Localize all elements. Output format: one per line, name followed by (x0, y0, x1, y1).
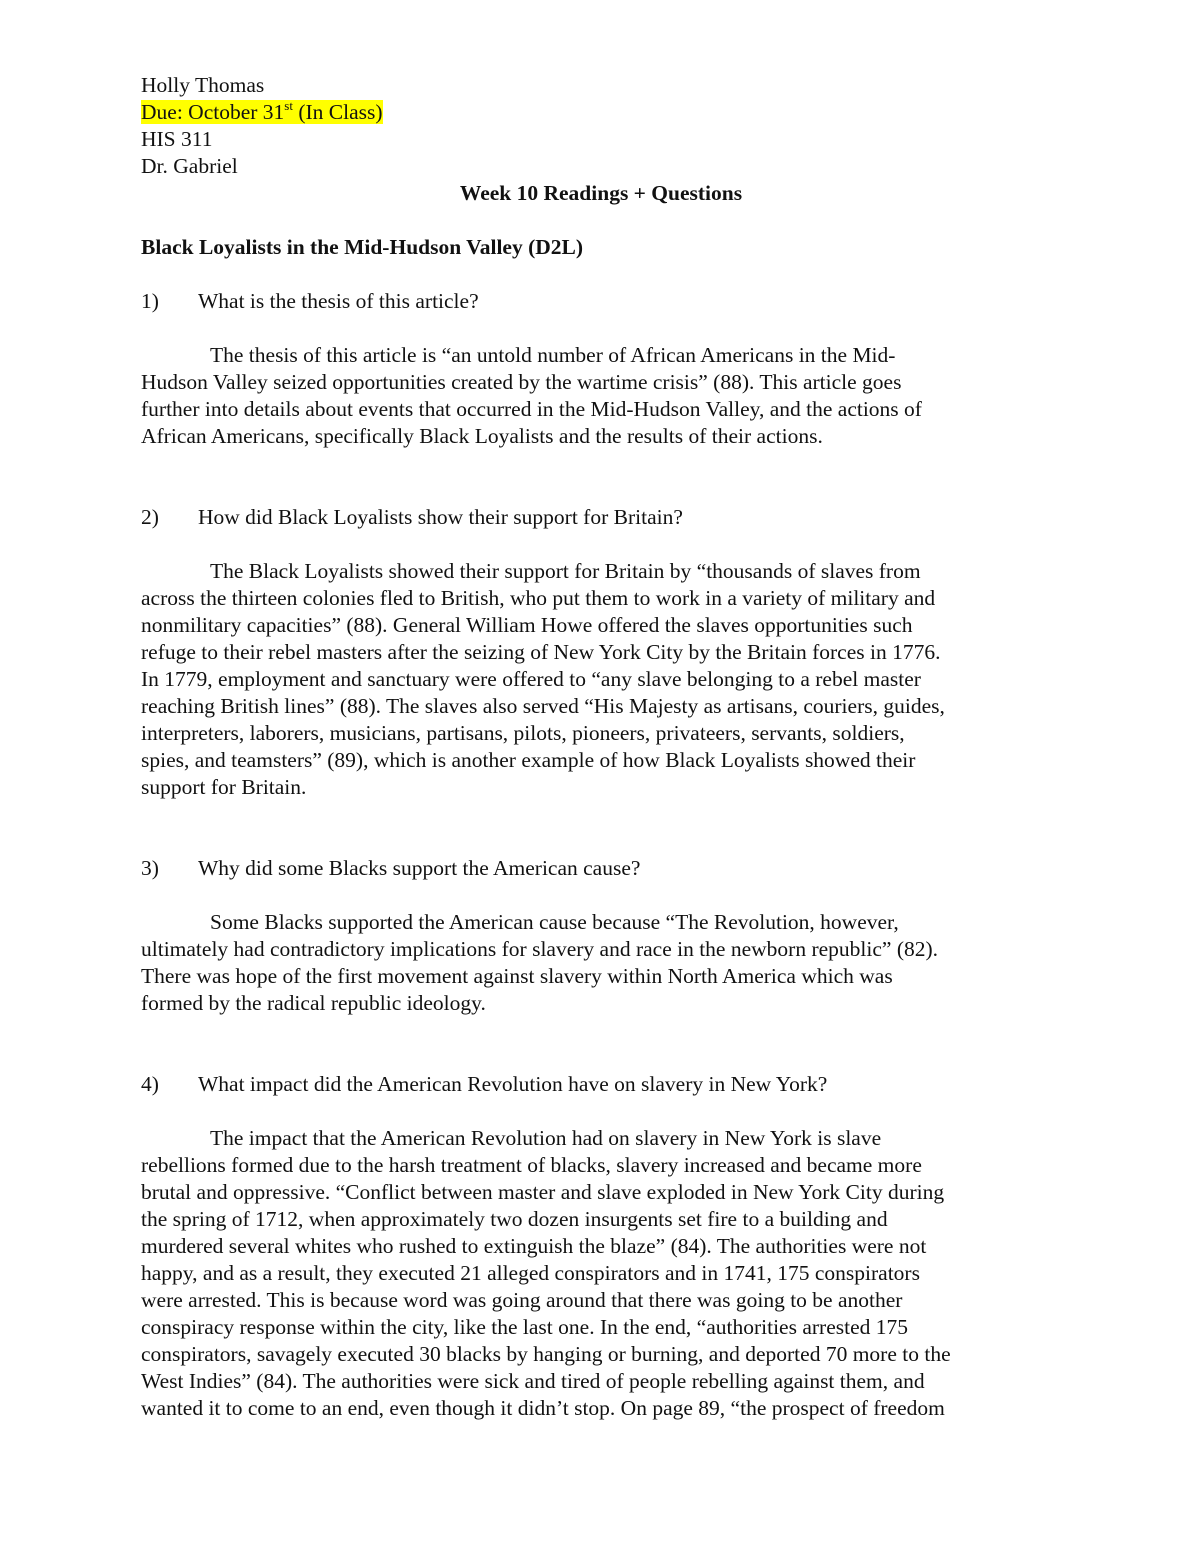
question-number: 4) (141, 1072, 159, 1096)
section-heading: Black Loyalists in the Mid-Hudson Valley (D2L) (141, 235, 584, 259)
answer-line: African Americans, specifically Black Loyalists and the results of their actions. (141, 424, 823, 448)
question-number: 3) (141, 856, 159, 880)
document-body (141, 72, 1061, 1422)
answer-line: the spring of 1712, when approximately two dozen insurgents set fire to a building and (141, 1207, 888, 1231)
answer-line: across the thirteen colonies fled to British, who put them to work in a variety of military and (141, 586, 936, 610)
answer-line: The thesis of this article is “an untold number of African Americans in the Mid- (210, 343, 896, 367)
answer-line: support for Britain. (141, 775, 307, 799)
answer-line: Hudson Valley seized opportunities created by the wartime crisis” (88). This article goes (141, 370, 902, 394)
answer-line: interpreters, laborers, musicians, partisans, pilots, pioneers, privateers, servants, soldiers, (141, 721, 905, 745)
answer-line: nonmilitary capacities” (88). General William Howe offered the slaves opportunities such (141, 613, 913, 637)
answer-line: happy, and as a result, they executed 21 alleged conspirators and in 1741, 175 conspirators (141, 1261, 920, 1285)
question-number: 2) (141, 505, 159, 529)
answer-4 (141, 1125, 1061, 1422)
answer-line: There was hope of the first movement against slavery within North America which was (141, 964, 893, 988)
question-4 (141, 1071, 1061, 1098)
answer-line: were arrested. This is because word was going around that there was going to be another (141, 1288, 903, 1312)
due-date-suffix: (In Class) (292, 100, 383, 124)
answer-3 (141, 909, 1061, 1017)
due-date-superscript: st (284, 98, 293, 113)
answer-line: murdered several whites who rushed to extinguish the blaze” (84). The authorities were not (141, 1234, 927, 1258)
answer-line: conspirators, savagely executed 30 blacks by hanging or burning, and deported 70 more to the (141, 1342, 951, 1366)
answer-line: The Black Loyalists showed their support for Britain by “thousands of slaves from (210, 559, 921, 583)
answer-line: In 1779, employment and sanctuary were offered to “any slave belonging to a rebel master (141, 667, 921, 691)
answer-line: Some Blacks supported the American cause because “The Revolution, however, (210, 910, 899, 934)
question-2 (141, 504, 1061, 531)
answer-line: reaching British lines” (88). The slaves also served “His Majesty as artisans, couriers, guides, (141, 694, 945, 718)
course-code: HIS 311 (141, 127, 213, 151)
answer-line: spies, and teamsters” (89), which is another example of how Black Loyalists showed their (141, 748, 916, 772)
answer-line: The impact that the American Revolution had on slavery in New York is slave (210, 1126, 882, 1150)
answer-line: brutal and oppressive. “Conflict between master and slave exploded in New York City during (141, 1180, 945, 1204)
answer-line: formed by the radical republic ideology. (141, 991, 486, 1015)
answer-line: refuge to their rebel masters after the seizing of New York City by the Britain forces in 1776. (141, 640, 941, 664)
question-1 (141, 288, 1061, 315)
student-name: Holly Thomas (141, 73, 265, 97)
question-text: How did Black Loyalists show their support for Britain? (198, 505, 683, 529)
due-date-highlight (141, 100, 383, 124)
answer-line: wanted it to come to an end, even though it didn’t stop. On page 89, “the prospect of freedom (141, 1396, 945, 1420)
answer-line: conspiracy response within the city, like the last one. In the end, “authorities arrested 175 (141, 1315, 908, 1339)
instructor-name: Dr. Gabriel (141, 154, 238, 178)
due-date-prefix: Due: October 31 (141, 100, 285, 124)
question-number: 1) (141, 289, 159, 313)
answer-line: rebellions formed due to the harsh treatment of blacks, slavery increased and became more (141, 1153, 922, 1177)
question-3 (141, 855, 1061, 882)
question-text: What impact did the American Revolution have on slavery in New York? (198, 1072, 828, 1096)
question-text: What is the thesis of this article? (198, 289, 479, 313)
answer-line: further into details about events that occurred in the Mid-Hudson Valley, and the actions of (141, 397, 922, 421)
answer-1 (141, 342, 1061, 450)
page-title: Week 10 Readings + Questions (459, 181, 743, 205)
answer-line: West Indies” (84). The authorities were sick and tired of people rebelling against them, and (141, 1369, 925, 1393)
answer-line: ultimately had contradictory implications for slavery and race in the newborn republic” (82). (141, 937, 939, 961)
question-text: Why did some Blacks support the American cause? (198, 856, 641, 880)
due-date (141, 99, 1061, 126)
answer-2 (141, 558, 1061, 801)
